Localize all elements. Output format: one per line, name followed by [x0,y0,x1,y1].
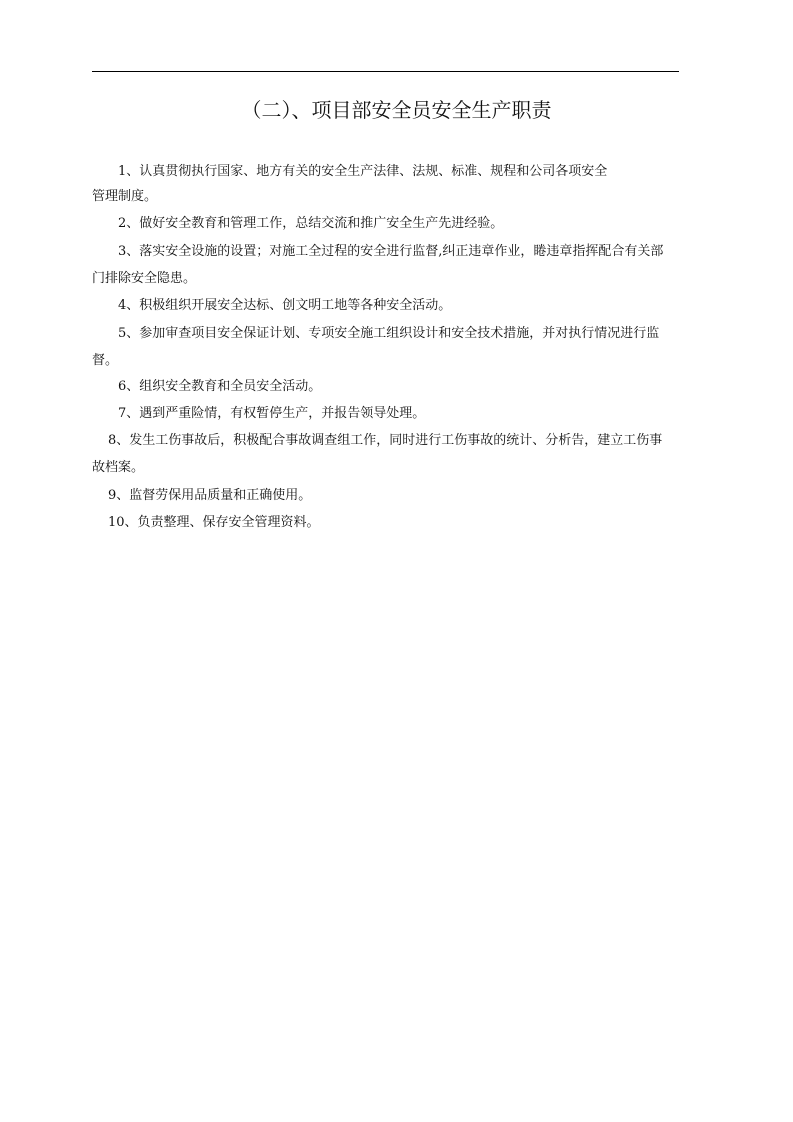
item-2: 2、做好安全教育和管理工作，总结交流和推广安全生产先进经验。 [118,216,504,231]
item-3-line-2: 门排除安全隐患。 [92,271,197,286]
item-6: 6、组织安全教育和全员安全活动。 [118,379,322,394]
header-rule [92,71,679,72]
item-8-line-2: 故档案。 [92,460,145,475]
item-5-line-2: 督。 [92,353,119,368]
item-4: 4、积极组织开展安全达标、创文明工地等各种安全活动。 [118,298,452,313]
page-title: （二）、项目部安全员安全生产职责 [241,98,552,122]
item-7: 7、遇到严重险情，有权暂停生产，并报告领导处理。 [118,406,426,421]
item-9: 9、监督劳保用品质量和正确使用。 [108,488,312,503]
item-10: 10、负责整理、保存安全管理资料。 [108,515,320,530]
item-8-line-1: 8、发生工伤事故后，积极配合事故调查组工作，同时进行工伤事故的统计、分析告，建立工伤事 [108,433,663,448]
item-5-line-1: 5、参加审查项目安全保证计划、专项安全施工组织设计和安全技术措施，并对执行情况进行监 [118,326,660,341]
item-1-line-2: 管理制度。 [92,189,158,204]
item-3-line-1: 3、落实安全设施的设置；对施工全过程的安全进行监督,纠正违章作业，睠违章指挥配合有关部 [118,244,664,259]
item-1-line-1: 1、认真贯彻执行国家、地方有关的安全生产法律、法规、标准、规程和公司各项安全 [118,164,608,179]
